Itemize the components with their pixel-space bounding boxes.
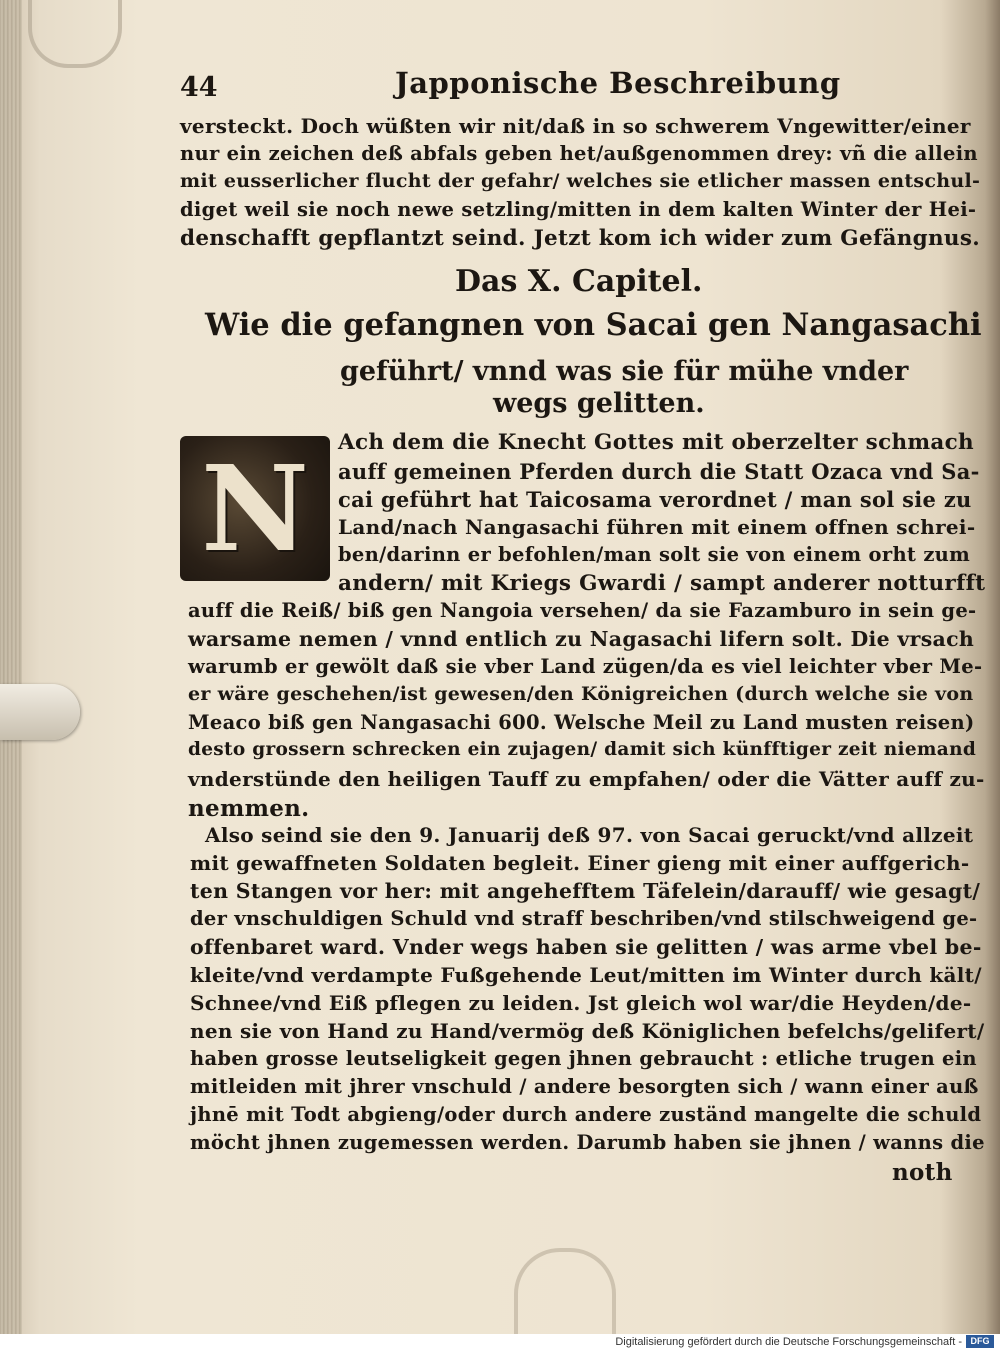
text-line: nemmen. — [188, 795, 310, 822]
text-line: Also seind sie den 9. Januarij deß 97. von Sacai geruckt/vnd allzeit — [205, 823, 974, 847]
text-line: auff die Reiß/ biß gen Nangoia versehen/ da sie Fazamburo in sein ge- — [188, 599, 977, 622]
text-line: warumb er gewölt daß sie vber Land zügen/da es viel leichter vber Me- — [188, 655, 983, 678]
text-line: kleite/vnd verdampte Fußgehende Leut/mitten im Winter durch kält/ — [190, 963, 982, 987]
chapter-subtitle: wegs gelitten. — [493, 388, 705, 419]
dfg-logo: DFG — [966, 1335, 994, 1348]
catchword: noth — [892, 1159, 953, 1186]
running-title: Japponische Beschreibung — [395, 66, 841, 100]
text-line: ben/darinn er befohlen/man solt sie von einem orht zum — [338, 543, 971, 566]
text-line: ten Stangen vor her: mit angehefftem Täfelein/darauff/ wie gesagt/ — [190, 879, 981, 903]
text-line: nen sie von Hand zu Hand/vermög deß Königlichen befelchs/gelifert/ — [190, 1019, 985, 1043]
text-line: Schnee/vnd Eiß pflegen zu leiden. Jst gleich wol war/die Heyden/de- — [190, 991, 972, 1015]
text-line: auff gemeinen Pferden durch die Statt Ozaca vnd Sa- — [338, 459, 980, 484]
text-line: Meaco biß gen Nangasachi 600. Welsche Meil zu Land musten reisen) — [188, 711, 975, 734]
text-line: mitleiden mit jhrer vnschuld / andere besorgten sich / wann einer auß — [190, 1075, 979, 1098]
text-line: andern/ mit Kriegs Gwardi / sampt anderer notturfft — [338, 571, 986, 596]
text-line: Ach dem die Knecht Gottes mit oberzelter schmach — [338, 430, 974, 455]
text-line: warsame nemen / vnnd entlich zu Nagasachi lifern solt. Die vrsach — [188, 627, 975, 651]
chapter-subtitle: geführt/ vnnd was sie für mühe vnder — [340, 356, 909, 387]
page-edge — [0, 0, 22, 1334]
binding-clip-tab — [0, 684, 80, 740]
decorated-initial — [180, 436, 330, 581]
chapter-label: Das X. Capitel. — [455, 264, 703, 299]
binding-clip-bottom — [514, 1248, 616, 1334]
text-line: cai geführt hat Taicosama verordnet / man sol sie zu — [338, 487, 972, 512]
initial-letter: N — [201, 439, 309, 578]
page-number: 44 — [180, 72, 218, 103]
text-line: mit gewaffneten Soldaten begleit. Einer gieng mit einer auffgerich- — [190, 851, 970, 875]
text-line: nur ein zeichen deß abfals geben het/außgenommen drey: vñ die allein — [180, 142, 978, 165]
text-line: diget weil sie noch newe setzling/mitten in dem kalten Winter der Hei- — [180, 198, 977, 221]
text-line: der vnschuldigen Schuld vnd straff beschriben/vnd stilschweigend ge- — [190, 907, 978, 930]
text-line: er wäre geschehen/ist gewesen/den Königreichen (durch welche sie von — [188, 683, 974, 705]
text-line: mit eusserlicher flucht der gefahr/ welches sie etlicher massen entschul- — [180, 170, 981, 192]
text-line: offenbaret ward. Vnder wegs haben sie gelitten / was arme vbel be- — [190, 935, 982, 959]
text-line: desto grossern schrecken ein zujagen/ damit sich künfftiger zeit niemand — [188, 739, 977, 760]
text-line: vnderstünde den heiligen Tauff zu empfahen/ oder die Vätter auff zu- — [188, 767, 985, 791]
text-line: versteckt. Doch wüßten wir nit/daß in so schwerem Vngewitter/einer — [180, 114, 971, 138]
text-line: haben grosse leutseligkeit gegen jhnen gebraucht : etliche trugen ein — [190, 1047, 977, 1070]
text-line: jhnē mit Todt abgieng/oder durch andere zuständ mangelte die schuld — [190, 1103, 982, 1126]
text-line: möcht jhnen zugemessen werden. Darumb haben sie jhnen / wanns die — [190, 1131, 985, 1154]
text-line: Land/nach Nangasachi führen mit einem offnen schrei- — [338, 515, 976, 539]
text-line: denschafft gepflantzt seind. Jetzt kom ich wider zum Gefängnus. — [180, 226, 981, 251]
footer-credit: Digitalisierung gefördert durch die Deutsche Forschungsgemeinschaft - — [615, 1336, 962, 1348]
binding-clip-top — [28, 0, 122, 68]
chapter-title: Wie die gefangnen von Sacai gen Nangasachi — [205, 307, 982, 343]
